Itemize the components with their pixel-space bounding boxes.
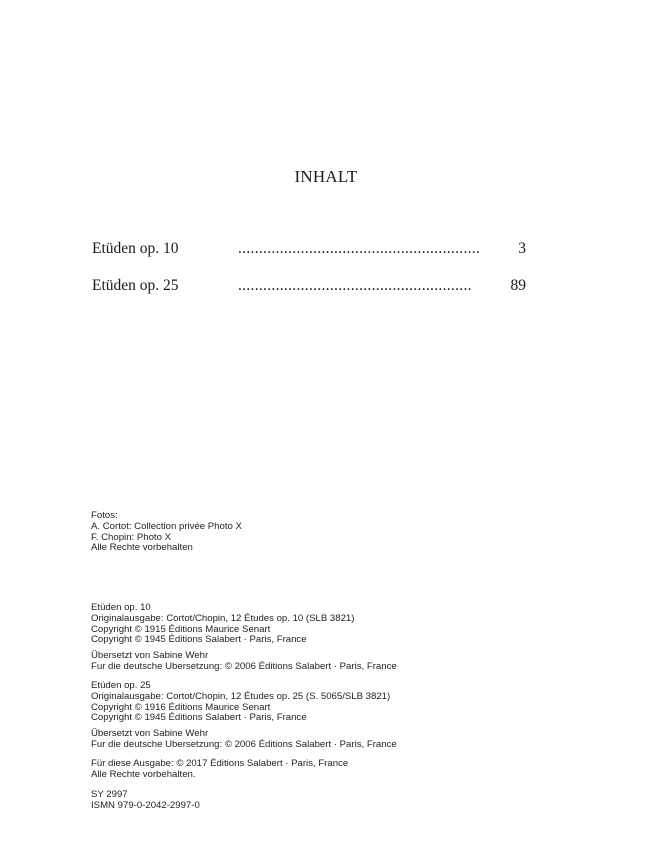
toc-leader-dots: .......................................................... [238, 240, 481, 257]
catalog-id-block [91, 790, 200, 812]
translation-line: Übersetzt von Sabine Wehr [91, 728, 209, 740]
copyright-line: Copyright © 1916 Éditions Maurice Senart [91, 701, 271, 713]
copyright-line: Originalausgabe: Cortot/Chopin, 12 Études op. 25 (S. 5065/SLB 3821) [91, 690, 391, 702]
translation-line: Übersetzt von Sabine Wehr [91, 650, 209, 662]
edition-line: Alle Rechte vorbehalten. [91, 768, 196, 780]
toc-entry-title: Etüden op. 10 [92, 240, 179, 257]
toc-entry-op10 [92, 240, 526, 262]
edition-line: Für diese Ausgabe: © 2017 Éditions Salabert · Paris, France [91, 758, 349, 769]
toc-entry-title: Etüden op. 25 [92, 277, 179, 294]
edition-rights-block [91, 759, 348, 781]
credit-line: F. Chopin: Photo X [91, 531, 171, 543]
photo-credits [91, 511, 242, 554]
translation-line: Fur die deutsche Ubersetzung: © 2006 Éditions Salabert · Paris, France [91, 660, 397, 672]
copyright-line: Etüden op. 10 [91, 602, 151, 613]
ismn-number: ISMN 979-0-2042-2997-0 [91, 799, 200, 811]
copyright-line: Copyright © 1945 Éditions Salabert · Paris, France [91, 634, 307, 646]
toc-entry-op25 [92, 277, 526, 299]
toc-page-number: 3 [518, 240, 526, 257]
copyright-line: Originalausgabe: Cortot/Chopin, 12 Études op. 10 (SLB 3821) [91, 612, 355, 624]
toc-page-number: 89 [510, 277, 526, 294]
credit-line: Fotos: [91, 510, 118, 521]
op10-copyright-block [91, 603, 397, 673]
copyright-line: Copyright © 1915 Éditions Maurice Senart [91, 623, 271, 635]
credit-line: Alle Rechte vorbehalten [91, 542, 193, 554]
copyright-line: Copyright © 1945 Éditions Salabert · Paris, France [91, 712, 307, 724]
page-title: INHALT [294, 167, 358, 186]
translation-line: Fur die deutsche Ubersetzung: © 2006 Éditions Salabert · Paris, France [91, 738, 397, 750]
op25-copyright-block [91, 681, 397, 751]
catalog-number: SY 2997 [91, 789, 128, 800]
toc-leader-dots: ........................................................ [238, 277, 472, 294]
copyright-line: Etüden op. 25 [91, 680, 151, 691]
credit-line: A. Cortot: Collection privée Photo X [91, 520, 242, 532]
